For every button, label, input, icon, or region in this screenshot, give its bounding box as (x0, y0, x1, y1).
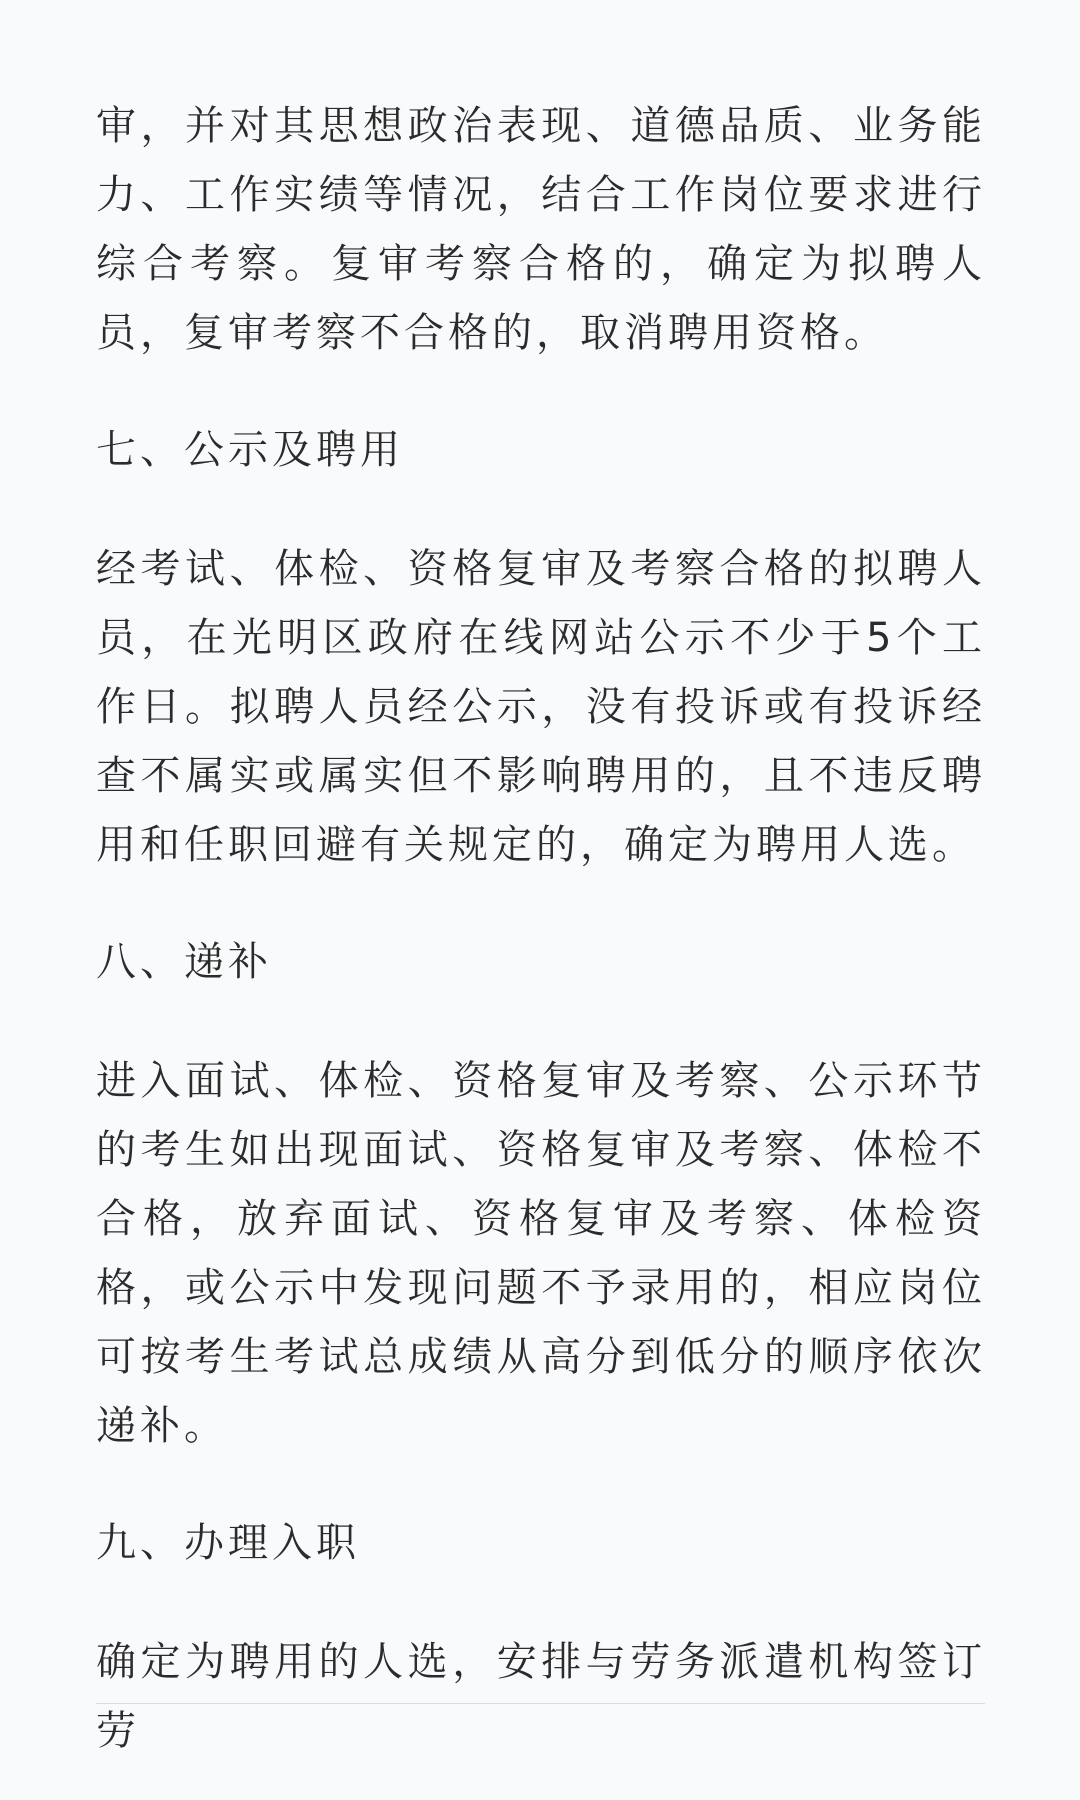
heading-publicity-and-hiring: 七、公示及聘用 (96, 427, 404, 473)
article-body (96, 92, 986, 1766)
paragraph-review: 审，并对其思想政治表现、道德品质、业务能力、工作实绩等情况，结合工作岗位要求进行综合考察。复审考察合格的，确定为拟聘人员，复审考察不合格的，取消聘用资格。 (96, 103, 986, 356)
paragraph-onboarding: 确定为聘用的人选，安排与劳务派遣机构签订劳 (96, 1639, 986, 1754)
paragraph-publicity-and-hiring: 经考试、体检、资格复审及考察合格的拟聘人员，在光明区政府在线网站公示不少于5个工作日。拟聘人员经公示，没有投诉或有投诉经查不属实或属实但不影响聘用的，且不违反聘用和任职回避有关规定的，确定为聘用人选。 (96, 546, 986, 868)
heading-onboarding: 九、办理入职 (96, 1520, 360, 1566)
heading-replacement: 八、递补 (96, 939, 272, 985)
section-divider (96, 1703, 985, 1704)
paragraph-replacement: 进入面试、体检、资格复审及考察、公示环节的考生如出现面试、资格复审及考察、体检不合格，放弃面试、资格复审及考察、体检资格，或公示中发现问题不予录用的，相应岗位可按考生考试总成绩从高分到低分的顺序依次递补。 (96, 1058, 986, 1449)
